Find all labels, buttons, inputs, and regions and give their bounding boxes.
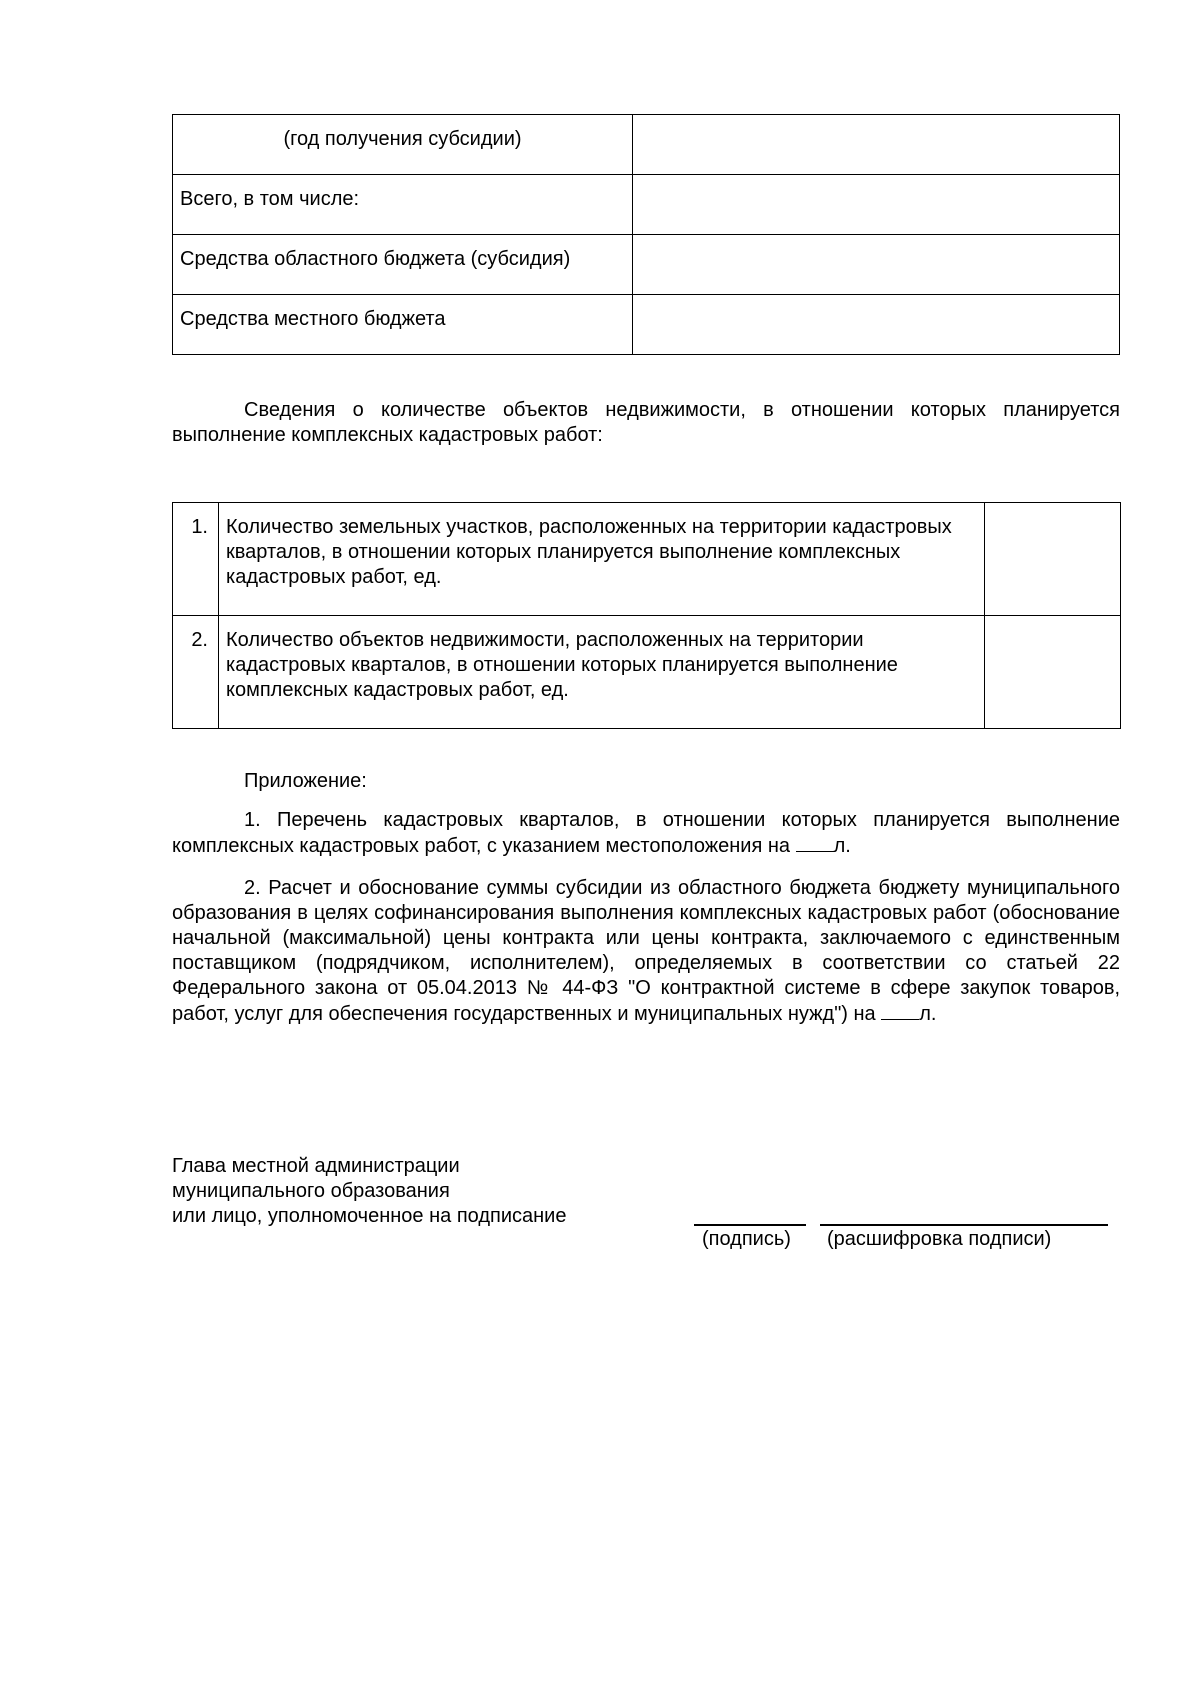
funding-table — [172, 114, 1120, 355]
funding-total-value — [633, 175, 1120, 235]
funding-regional-value — [633, 235, 1120, 295]
funding-total-label: Всего, в том числе: — [173, 175, 633, 235]
row-value — [985, 503, 1121, 616]
appendix-item-1 — [172, 808, 1120, 859]
appendix-title: Приложение: — [244, 770, 367, 792]
appendix-item-2 — [172, 876, 1120, 1027]
appendix-item-1-text: 1. Перечень кадастровых кварталов, в отношении которых планируется выполнение комплексных кадастровых работ, с указанием местоположения на — [172, 809, 1120, 857]
signature-decode-caption: (расшифровка подписи) — [827, 1228, 1052, 1250]
table-row — [173, 235, 1120, 295]
table-row — [173, 175, 1120, 235]
objects-table — [172, 502, 1121, 729]
signatory-line-2: муниципального образования — [172, 1180, 450, 1202]
funding-local-value — [633, 295, 1120, 355]
funding-year-label: (год получения субсидии) — [173, 115, 633, 175]
signature-line — [694, 1224, 806, 1226]
row-description: Количество земельных участков, расположенных на территории кадастровых кварталов, в отношении которых планируется выполнение комплексных кадастровых работ, ед. — [219, 503, 985, 616]
objects-intro: Сведения о количестве объектов недвижимости, в отношении которых планируется выполнение комплексных кадастровых работ: — [172, 399, 1120, 446]
table-row — [173, 503, 1121, 616]
row-value — [985, 616, 1121, 729]
table-row — [173, 616, 1121, 729]
signatory-line-3: или лицо, уполномоченное на подписание — [172, 1205, 567, 1227]
row-number: 2. — [173, 616, 219, 729]
signature-caption: (подпись) — [702, 1228, 791, 1250]
table-row — [173, 115, 1120, 175]
sheets-blank — [796, 833, 834, 852]
sheets-suffix: л. — [833, 835, 851, 857]
row-description: Количество объектов недвижимости, расположенных на территории кадастровых кварталов, в отношении которых планируется выполнение комплексных кадастровых работ, ед. — [219, 616, 985, 729]
signatory-line-1: Глава местной администрации — [172, 1155, 460, 1177]
funding-regional-label: Средства областного бюджета (субсидия) — [173, 235, 633, 295]
document-page — [172, 114, 1120, 1250]
signature-block — [172, 1154, 1120, 1264]
funding-local-label: Средства местного бюджета — [173, 295, 633, 355]
signatory-title — [172, 1154, 566, 1229]
sheets-suffix: л. — [919, 1003, 937, 1025]
table-row — [173, 295, 1120, 355]
row-number: 1. — [173, 503, 219, 616]
appendix-item-2-text: 2. Расчет и обоснование суммы субсидии из областного бюджета бюджету муниципального образования в целях софинансирования выполнения комплексных кадастровых работ (обоснование начальной (максимальной) цены контракта или цены контракта, заключаемого с единственным поставщиком (подрядчиком, исполнителем), определяемых в соответствии со статьей 22 Федерального закона от 05.04.2013 № 44-ФЗ "О контрактной системе в сфере закупок товаров, работ, услуг для обеспечения государственных и муниципальных нужд") на — [172, 877, 1120, 1025]
sheets-blank — [881, 1001, 919, 1020]
signature-decode-line — [820, 1224, 1108, 1226]
funding-year-value — [633, 115, 1120, 175]
